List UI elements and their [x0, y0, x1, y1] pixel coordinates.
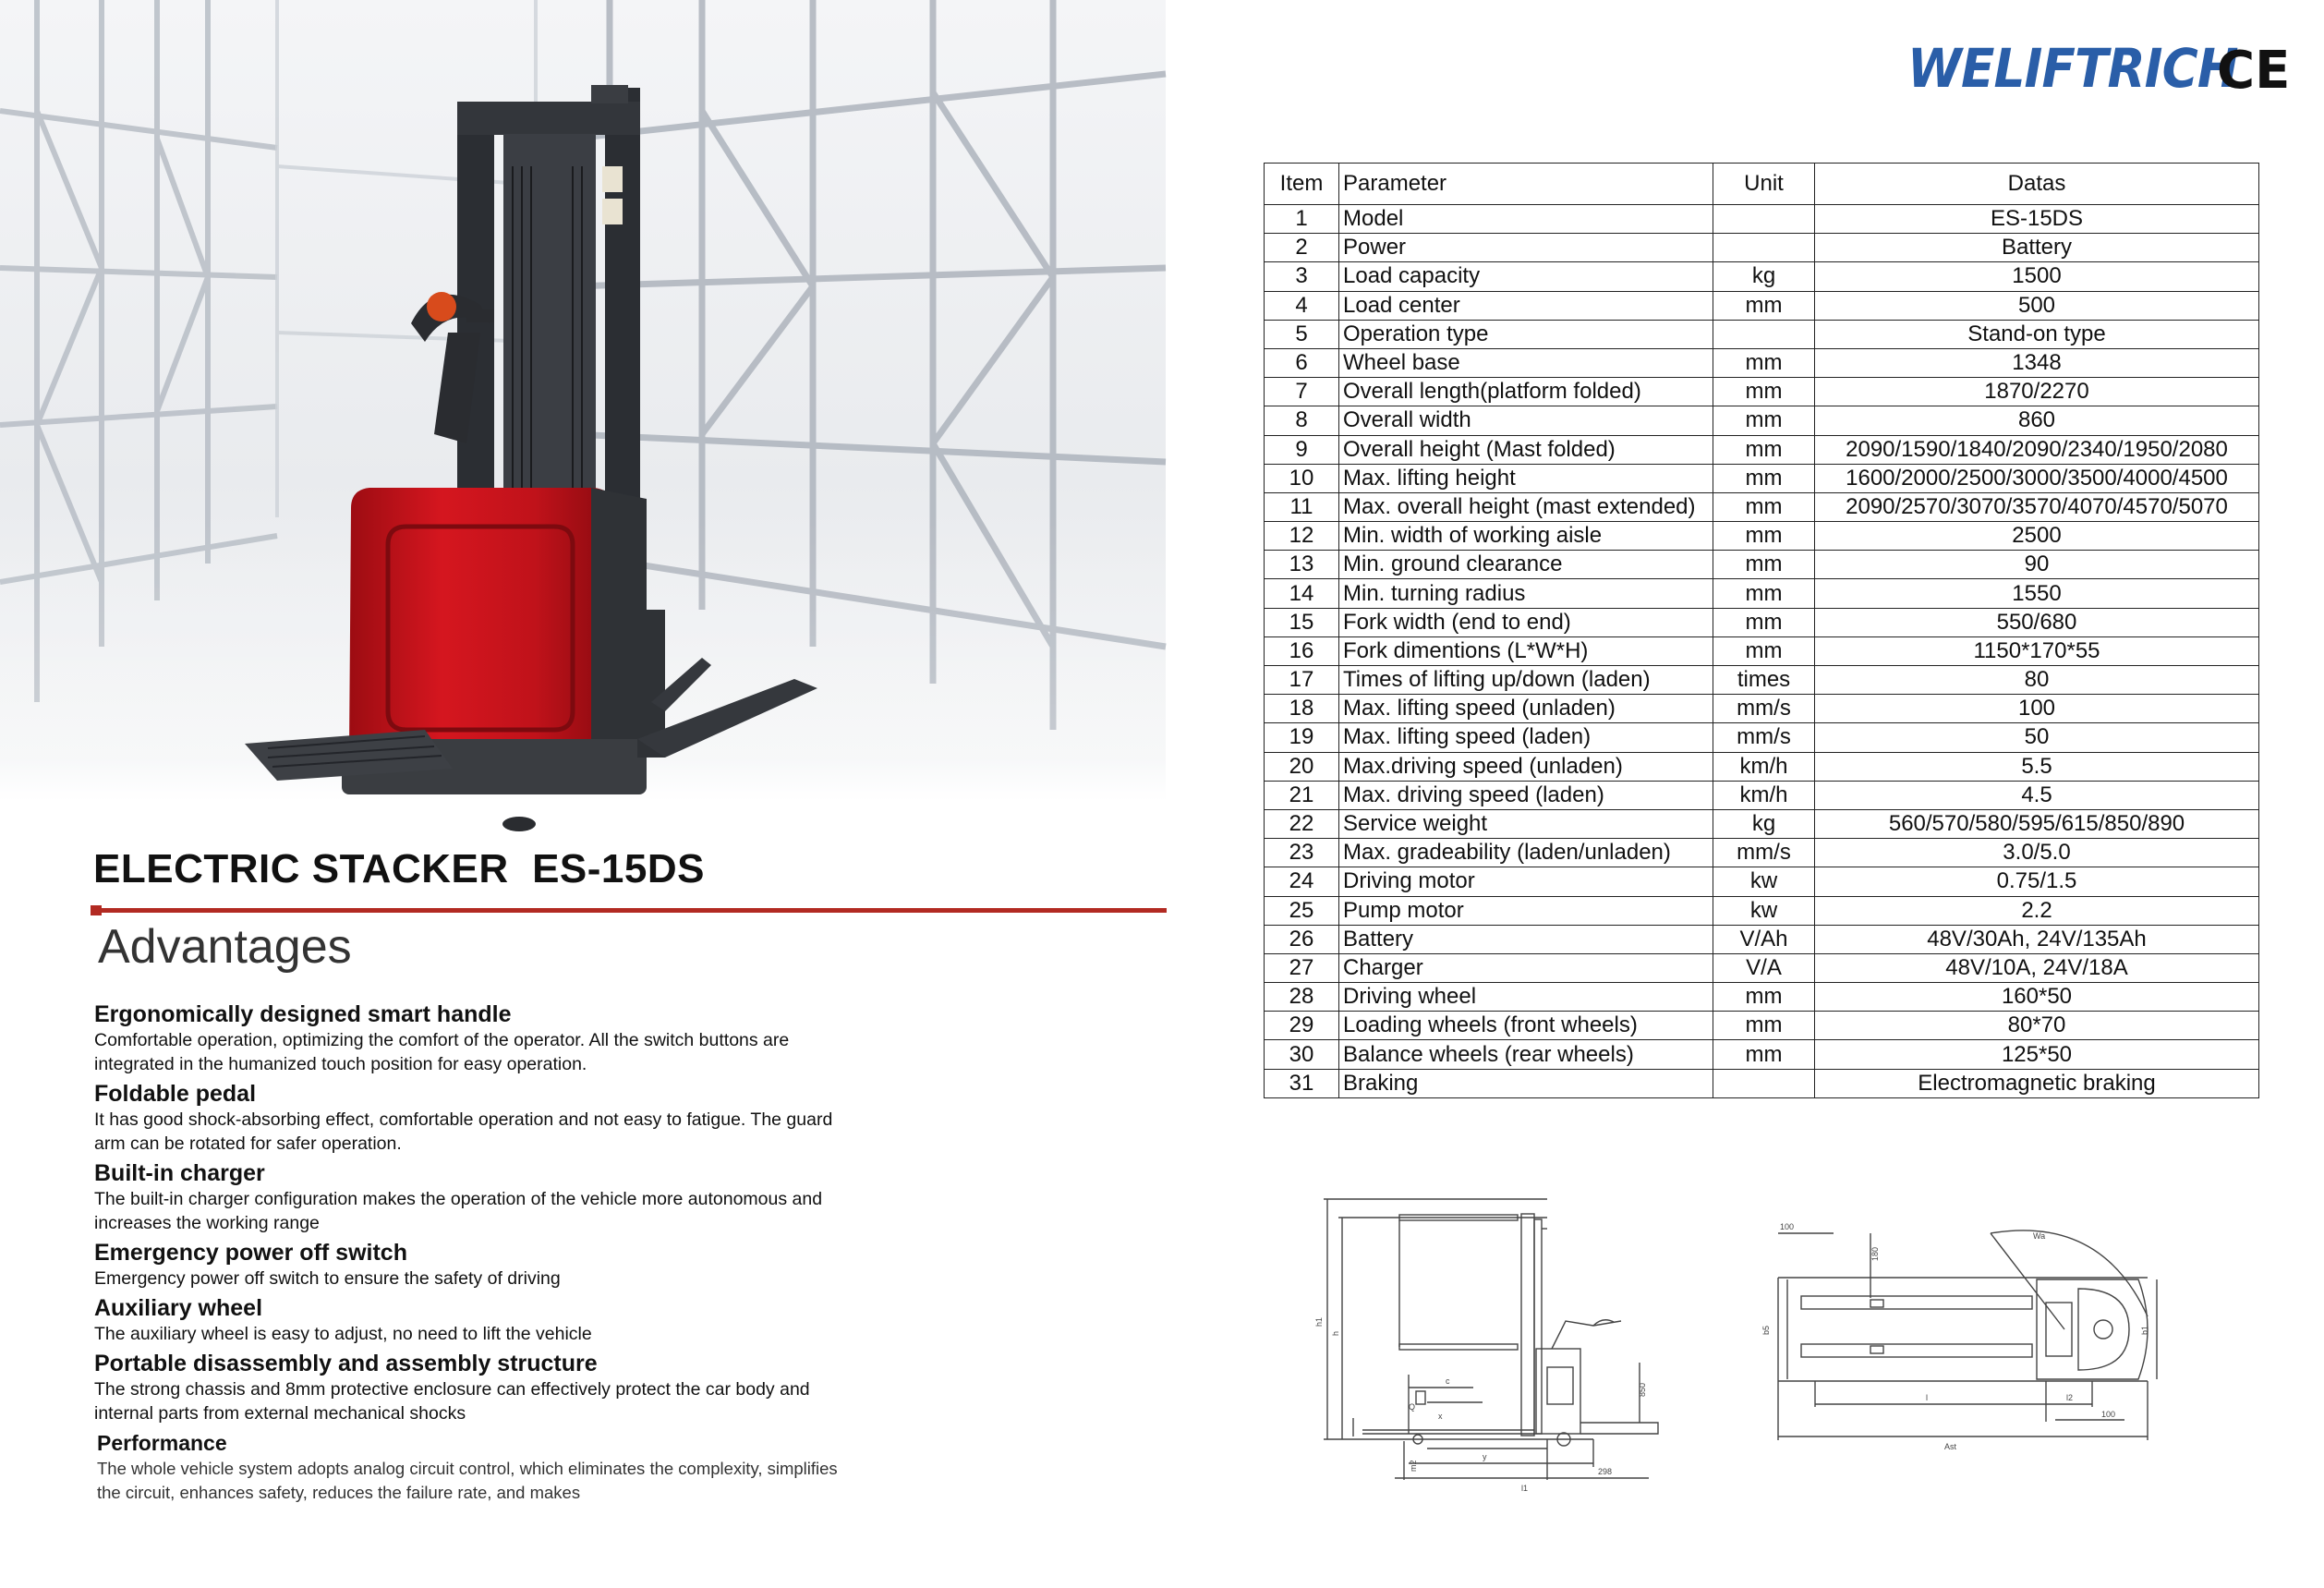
spec-unit: kg: [1713, 262, 1815, 291]
spec-unit: mm: [1713, 1012, 1815, 1040]
advantages-heading: Advantages: [98, 920, 352, 974]
spec-item-number: 24: [1265, 867, 1339, 896]
spec-value: 1600/2000/2500/3000/3500/4000/4500: [1815, 464, 2259, 492]
spec-unit: mm: [1713, 579, 1815, 608]
spec-row: [1265, 666, 2259, 695]
advantage-title: Emergency power off switch: [94, 1240, 407, 1266]
advantage-item: [94, 1239, 861, 1291]
spec-row: [1265, 464, 2259, 492]
spec-unit: mm: [1713, 492, 1815, 521]
spec-row: [1265, 723, 2259, 752]
advantage-description: Emergency power off switch to ensure the safety of driving: [94, 1268, 561, 1289]
dim-label-l2: l2: [2066, 1393, 2074, 1402]
advantage-description: The whole vehicle system adopts analog circuit control, which eliminates the complexity, simplifies the circuit, enhances safety, reduces the failure rate, and makes: [97, 1459, 838, 1502]
spec-unit: mm: [1713, 1040, 1815, 1069]
spec-value: 125*50: [1815, 1040, 2259, 1069]
spec-row: [1265, 839, 2259, 867]
spec-row: [1265, 636, 2259, 665]
spec-unit: km/h: [1713, 752, 1815, 781]
header-unit: Unit: [1713, 164, 1815, 205]
spec-item-number: 11: [1265, 492, 1339, 521]
spec-value: 50: [1815, 723, 2259, 752]
advantage-description: Comfortable operation, optimizing the comfort of the operator. All the switch buttons are integrated in the humanized touch position for easy operation.: [94, 1030, 790, 1074]
spec-row: [1265, 435, 2259, 464]
ce-mark-icon: CE: [2217, 41, 2291, 101]
spec-value: 1870/2270: [1815, 378, 2259, 406]
spec-table: [1264, 163, 2259, 1098]
spec-unit: mm: [1713, 406, 1815, 435]
spec-parameter: Driving motor: [1339, 867, 1713, 896]
spec-value: ES-15DS: [1815, 205, 2259, 234]
spec-item-number: 6: [1265, 348, 1339, 377]
spec-unit: times: [1713, 666, 1815, 695]
spec-unit: kg: [1713, 809, 1815, 838]
spec-item-number: 1: [1265, 205, 1339, 234]
advantage-description: The auxiliary wheel is easy to adjust, no need to lift the vehicle: [94, 1324, 592, 1344]
spec-row: [1265, 896, 2259, 925]
spec-value: 100: [1815, 695, 2259, 723]
spec-item-number: 13: [1265, 551, 1339, 579]
spec-parameter: Max. lifting height: [1339, 464, 1713, 492]
spec-item-number: 25: [1265, 896, 1339, 925]
spec-parameter: Max.driving speed (unladen): [1339, 752, 1713, 781]
dim-label-ast: Ast: [1944, 1442, 1957, 1451]
product-title: ELECTRIC STACKER ES-15DS: [93, 846, 705, 891]
spec-parameter: Loading wheels (front wheels): [1339, 1012, 1713, 1040]
spec-value: 80*70: [1815, 1012, 2259, 1040]
spec-parameter: Fork dimentions (L*W*H): [1339, 636, 1713, 665]
spec-unit: mm/s: [1713, 723, 1815, 752]
advantage-description: The strong chassis and 8mm protective enclosure can effectively protect the car body and internal parts from external mechanical shocks: [94, 1379, 810, 1424]
spec-unit: mm: [1713, 464, 1815, 492]
advantage-description: It has good shock-absorbing effect, comfortable operation and not easy to fatigue. The guard arm can be rotated for safer operation.: [94, 1109, 833, 1154]
spec-parameter: Charger: [1339, 953, 1713, 982]
spec-unit: V/A: [1713, 953, 1815, 982]
spec-row: [1265, 608, 2259, 636]
spec-table-body: [1265, 205, 2259, 1098]
dim-label-h: h: [1331, 1330, 1340, 1336]
spec-item-number: 31: [1265, 1069, 1339, 1097]
spec-row: [1265, 579, 2259, 608]
spec-item-number: 30: [1265, 1040, 1339, 1069]
spec-parameter: Max. driving speed (laden): [1339, 781, 1713, 809]
spec-value: 2090/1590/1840/2090/2340/1950/2080: [1815, 435, 2259, 464]
spec-value: 550/680: [1815, 608, 2259, 636]
header-datas: Datas: [1815, 164, 2259, 205]
advantage-title: Built-in charger: [94, 1160, 265, 1186]
spec-parameter: Battery: [1339, 925, 1713, 953]
header-parameter: Parameter: [1339, 164, 1713, 205]
spec-item-number: 22: [1265, 809, 1339, 838]
spec-unit: mm: [1713, 291, 1815, 320]
advantage-item: [94, 1429, 861, 1505]
advantage-item: [94, 1080, 861, 1156]
spec-row: [1265, 234, 2259, 262]
spec-item-number: 8: [1265, 406, 1339, 435]
spec-parameter: Overall height (Mast folded): [1339, 435, 1713, 464]
spec-row: [1265, 205, 2259, 234]
spec-parameter: Times of lifting up/down (laden): [1339, 666, 1713, 695]
spec-row: [1265, 983, 2259, 1012]
dim-label-b5: b5: [1761, 1325, 1771, 1335]
spec-item-number: 10: [1265, 464, 1339, 492]
spec-item-number: 4: [1265, 291, 1339, 320]
spec-value: 1550: [1815, 579, 2259, 608]
spec-row: [1265, 262, 2259, 291]
warehouse-racking-illustration: [0, 0, 1166, 802]
brand-logo: WELIFTRICH: [1907, 37, 2238, 100]
spec-parameter: Fork width (end to end): [1339, 608, 1713, 636]
spec-table-header-row: [1265, 164, 2259, 205]
advantage-title: Auxiliary wheel: [94, 1295, 263, 1321]
spec-row: [1265, 695, 2259, 723]
advantage-title: Foldable pedal: [94, 1081, 257, 1107]
spec-item-number: 28: [1265, 983, 1339, 1012]
spec-item-number: 21: [1265, 781, 1339, 809]
spec-item-number: 26: [1265, 925, 1339, 953]
product-hero-image: [0, 0, 1166, 802]
spec-item-number: 15: [1265, 608, 1339, 636]
spec-parameter: Load capacity: [1339, 262, 1713, 291]
spec-unit: mm: [1713, 522, 1815, 551]
spec-parameter: Balance wheels (rear wheels): [1339, 1040, 1713, 1069]
spec-unit: V/Ah: [1713, 925, 1815, 953]
spec-item-number: 17: [1265, 666, 1339, 695]
dim-label-100-bottom: 100: [2101, 1410, 2116, 1419]
spec-parameter: Max. lifting speed (laden): [1339, 723, 1713, 752]
spec-value: 2.2: [1815, 896, 2259, 925]
spec-item-number: 9: [1265, 435, 1339, 464]
spec-value: 2500: [1815, 522, 2259, 551]
spec-row: [1265, 1012, 2259, 1040]
side-view-drawing: [1316, 1192, 1704, 1515]
spec-value: 560/570/580/595/615/850/890: [1815, 809, 2259, 838]
spec-row: [1265, 1040, 2259, 1069]
spec-parameter: Pump motor: [1339, 896, 1713, 925]
spec-item-number: 20: [1265, 752, 1339, 781]
advantage-description: The built-in charger configuration makes the operation of the vehicle more autonomous and increases the working range: [94, 1189, 823, 1233]
spec-row: [1265, 1069, 2259, 1097]
spec-item-number: 27: [1265, 953, 1339, 982]
spec-parameter: Min. ground clearance: [1339, 551, 1713, 579]
top-view-drawing: [1760, 1206, 2166, 1473]
dim-label-850: 850: [1638, 1382, 1647, 1397]
spec-parameter: Operation type: [1339, 320, 1713, 348]
spec-parameter: Min. width of working aisle: [1339, 522, 1713, 551]
dim-label-b1: b1: [2140, 1325, 2149, 1335]
spec-unit: mm: [1713, 435, 1815, 464]
dim-label-180: 180: [1870, 1246, 1880, 1261]
spec-parameter: Load center: [1339, 291, 1713, 320]
title-divider: [91, 908, 1167, 913]
dim-label-298: 298: [1598, 1467, 1613, 1476]
spec-unit: km/h: [1713, 781, 1815, 809]
spec-row: [1265, 348, 2259, 377]
spec-row: [1265, 953, 2259, 982]
spec-unit: mm: [1713, 636, 1815, 665]
advantage-item: [94, 1000, 861, 1076]
spec-parameter: Max. lifting speed (unladen): [1339, 695, 1713, 723]
advantage-item: [94, 1159, 861, 1235]
spec-row: [1265, 522, 2259, 551]
spec-item-number: 5: [1265, 320, 1339, 348]
spec-parameter: Power: [1339, 234, 1713, 262]
spec-value: 500: [1815, 291, 2259, 320]
spec-row: [1265, 781, 2259, 809]
dim-label-c: c: [1446, 1376, 1450, 1386]
spec-value: Stand-on type: [1815, 320, 2259, 348]
spec-value: 860: [1815, 406, 2259, 435]
spec-item-number: 2: [1265, 234, 1339, 262]
spec-item-number: 14: [1265, 579, 1339, 608]
spec-item-number: 18: [1265, 695, 1339, 723]
spec-value: 2090/2570/3070/3570/4070/4570/5070: [1815, 492, 2259, 521]
spec-parameter: Model: [1339, 205, 1713, 234]
spec-parameter: Service weight: [1339, 809, 1713, 838]
dim-label-h1: h1: [1314, 1316, 1324, 1327]
spec-value: 1348: [1815, 348, 2259, 377]
spec-parameter: Overall width: [1339, 406, 1713, 435]
spec-value: 0.75/1.5: [1815, 867, 2259, 896]
spec-value: 160*50: [1815, 983, 2259, 1012]
spec-unit: mm: [1713, 348, 1815, 377]
spec-unit: kw: [1713, 867, 1815, 896]
spec-unit: [1713, 234, 1815, 262]
spec-value: 48V/10A, 24V/18A: [1815, 953, 2259, 982]
spec-unit: mm: [1713, 378, 1815, 406]
spec-parameter: Max. gradeability (laden/unladen): [1339, 839, 1713, 867]
spec-parameter: Overall length(platform folded): [1339, 378, 1713, 406]
spec-unit: mm: [1713, 983, 1815, 1012]
spec-parameter: Max. overall height (mast extended): [1339, 492, 1713, 521]
spec-row: [1265, 551, 2259, 579]
spec-value: 90: [1815, 551, 2259, 579]
advantage-title: Ergonomically designed smart handle: [94, 1001, 512, 1027]
spec-item-number: 19: [1265, 723, 1339, 752]
spec-row: [1265, 867, 2259, 896]
advantage-item: [94, 1350, 861, 1425]
spec-item-number: 23: [1265, 839, 1339, 867]
spec-row: [1265, 320, 2259, 348]
spec-value: Battery: [1815, 234, 2259, 262]
spec-item-number: 12: [1265, 522, 1339, 551]
spec-item-number: 29: [1265, 1012, 1339, 1040]
dim-label-m2: m2: [1409, 1460, 1418, 1472]
dim-label-100-top: 100: [1780, 1222, 1795, 1231]
spec-row: [1265, 809, 2259, 838]
spec-unit: [1713, 205, 1815, 234]
dim-label-q: Q: [1409, 1402, 1416, 1412]
spec-row: [1265, 925, 2259, 953]
spec-value: 1500: [1815, 262, 2259, 291]
spec-parameter: Driving wheel: [1339, 983, 1713, 1012]
advantage-title: Performance: [97, 1431, 227, 1455]
spec-value: 80: [1815, 666, 2259, 695]
spec-unit: [1713, 320, 1815, 348]
spec-row: [1265, 752, 2259, 781]
dim-label-l1: l1: [1521, 1484, 1529, 1493]
dim-label-x: x: [1438, 1412, 1443, 1421]
spec-parameter: Braking: [1339, 1069, 1713, 1097]
spec-unit: [1713, 1069, 1815, 1097]
spec-parameter: Wheel base: [1339, 348, 1713, 377]
spec-row: [1265, 291, 2259, 320]
spec-value: 48V/30Ah, 24V/135Ah: [1815, 925, 2259, 953]
spec-row: [1265, 406, 2259, 435]
spec-row: [1265, 378, 2259, 406]
advantage-title: Portable disassembly and assembly structure: [94, 1351, 598, 1376]
spec-item-number: 3: [1265, 262, 1339, 291]
dim-label-y: y: [1483, 1452, 1487, 1461]
spec-unit: mm/s: [1713, 839, 1815, 867]
dim-label-wa: Wa: [2033, 1231, 2046, 1241]
spec-parameter: Min. turning radius: [1339, 579, 1713, 608]
spec-value: 3.0/5.0: [1815, 839, 2259, 867]
spec-value: 4.5: [1815, 781, 2259, 809]
header-item: Item: [1265, 164, 1339, 205]
spec-unit: mm: [1713, 608, 1815, 636]
spec-row: [1265, 492, 2259, 521]
spec-value: Electromagnetic braking: [1815, 1069, 2259, 1097]
spec-value: 5.5: [1815, 752, 2259, 781]
spec-unit: kw: [1713, 896, 1815, 925]
spec-unit: mm/s: [1713, 695, 1815, 723]
spec-item-number: 7: [1265, 378, 1339, 406]
spec-value: 1150*170*55: [1815, 636, 2259, 665]
advantage-item: [94, 1294, 861, 1346]
spec-unit: mm: [1713, 551, 1815, 579]
advantages-list: [94, 1000, 861, 1509]
dim-label-l: l: [1926, 1393, 1928, 1402]
spec-item-number: 16: [1265, 636, 1339, 665]
